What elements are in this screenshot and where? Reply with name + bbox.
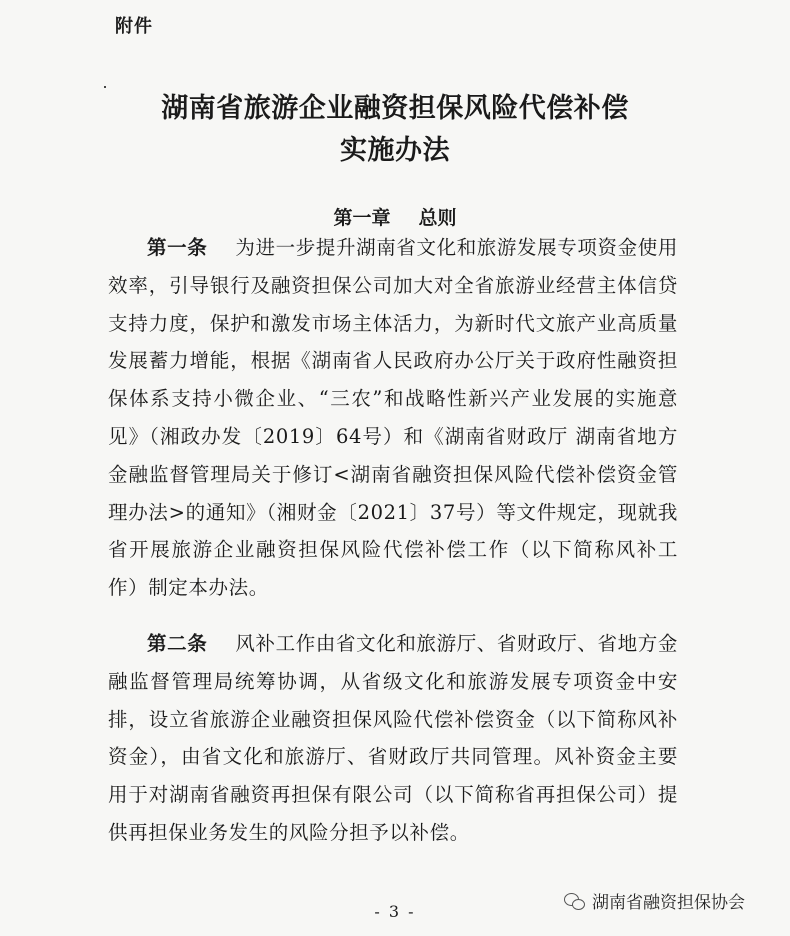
document-title-line1: 湖南省旅游企业融资担保风险代偿补偿 [161, 93, 629, 124]
article-1 [108, 229, 678, 607]
article-1-text: 为进一步提升湖南省文化和旅游发展专项资金使用效率，引导银行及融资担保公司加大对全省旅游业经营主体信贷支持力度，保护和激发市场主体活力，为新时代文旅产业高质量发展蓄力增能，根据《湖南省人民政府办公厅关于政府性融资担保体系支持小微企业、“三农”和战略性新兴产业发展的实施意见》（湘政办发〔2019〕64号）和《湖南省财政厅 湖南省地方金融监督管理局关于修订<湖南省融资担保风险代偿补偿资金管理办法>的通知》（湘财金〔2021〕37号）等文件规定，现就我省开展旅游企业融资担保风险代偿补偿工作（以下简称风补工作）制定本办法。 [108, 236, 678, 600]
chapter-number: 第一章 [333, 207, 391, 229]
page-number: - 3 - [374, 902, 416, 921]
watermark-text: 湖南省融资担保协会 [592, 893, 745, 913]
wechat-icon [564, 892, 586, 910]
article-2-label: 第二条 [147, 632, 208, 655]
article-1-label: 第一条 [147, 236, 208, 259]
watermark [564, 888, 745, 913]
article-2 [108, 625, 678, 852]
chapter-heading [0, 203, 790, 230]
article-2-text: 风补工作由省文化和旅游厅、省财政厅、省地方金融监督管理局统筹协调，从省级文化和旅游发展专项资金中安排，设立省旅游企业融资担保风险代偿补偿资金（以下简称风补资金），由省文化和旅游厅、省财政厅共同管理。风补资金主要用于对湖南省融资再担保有限公司（以下简称省再担保公司）提供再担保业务发生的风险分担予以补偿。 [108, 632, 678, 844]
chapter-name: 总则 [418, 207, 457, 229]
attachment-label: 附件 [115, 16, 153, 37]
document-title-line2: 实施办法 [340, 135, 450, 166]
